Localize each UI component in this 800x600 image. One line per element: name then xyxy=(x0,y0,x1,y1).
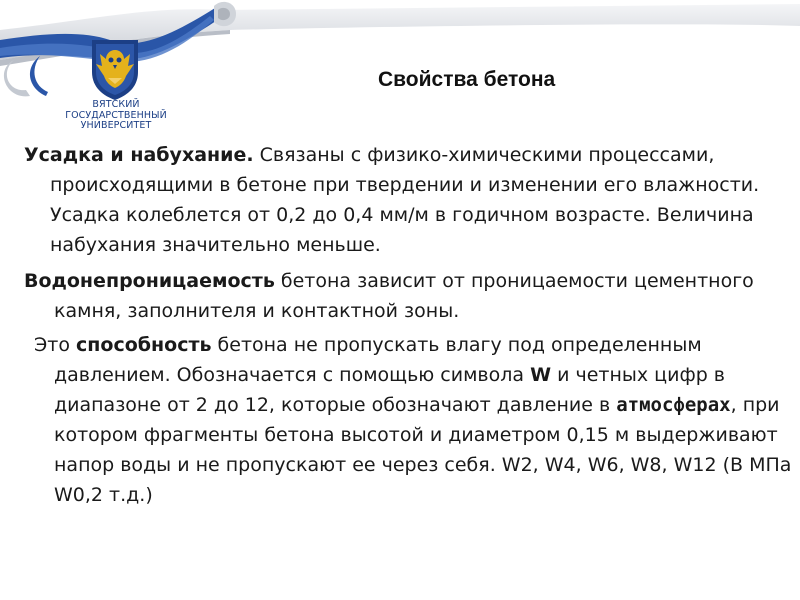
university-name-line: ГОСУДАРСТВЕННЫЙ xyxy=(65,109,167,121)
paragraph-text: , при котором фрагменты бетона высотой и диаметром 0,15 м выдерживают напор воды и не пропускают ее через себя. W2, W4, W6, W8, W12 (В МПа W0,2 т.д.) xyxy=(54,394,792,506)
paragraph-shrinkage xyxy=(24,140,794,260)
slide-body xyxy=(24,140,794,510)
paragraph-lead: Водонепроницаемость xyxy=(24,270,275,292)
paragraph-lead: Усадка и набухание. xyxy=(24,144,254,166)
paragraph-definition xyxy=(24,330,794,510)
emphasis: W xyxy=(530,364,552,386)
paragraph-text: бетона зависит от проницаемости цементного камня, заполнителя и контактной зоны. xyxy=(54,270,754,322)
emphasis: способность xyxy=(76,334,212,356)
emphasis: атмосферах xyxy=(616,394,731,416)
university-name-line: ВЯТСКИЙ xyxy=(92,99,140,110)
university-name-line: УНИВЕРСИТЕТ xyxy=(80,120,152,131)
paragraph-text: бетона не пропускать влагу под определенным давлением. Обозначается с помощью символа xyxy=(54,334,702,386)
paragraph-text: Это xyxy=(34,334,76,356)
paragraph-text: Связаны с физико-химическими процессами, происходящими в бетоне при твердении и изменении его влажности. Усадка колеблется от 0,2 до 0,4 мм/м в годичном возрасте. Величина набухания значительно меньше. xyxy=(50,144,760,256)
university-logo-icon xyxy=(84,38,146,102)
paragraph-water-resistance xyxy=(24,266,794,326)
slide-title: Свойства бетона xyxy=(378,68,556,91)
paragraph-text: и четных цифр в диапазоне от 2 до 12, которые обозначают давление в xyxy=(54,364,726,416)
university-name xyxy=(60,100,172,132)
